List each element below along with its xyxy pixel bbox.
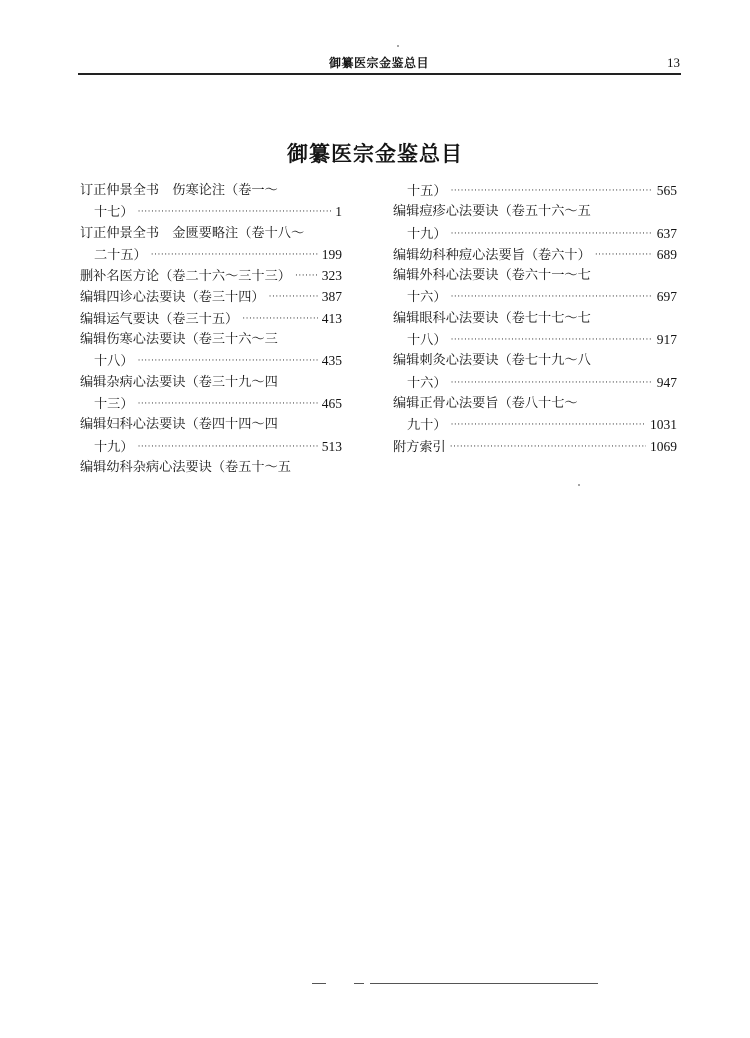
toc-page-number: 199 xyxy=(321,246,342,262)
toc-right-column xyxy=(393,180,677,457)
toc-entry-line[interactable] xyxy=(393,223,677,244)
dot-leader xyxy=(269,287,318,308)
toc-entry-line xyxy=(393,201,677,222)
footer-scan-line xyxy=(312,983,326,984)
dot-leader xyxy=(242,309,318,330)
dot-leader xyxy=(595,245,653,266)
scan-speck xyxy=(578,484,580,486)
toc-entry-line xyxy=(80,414,342,435)
toc-entry-title: 编辑妇科心法要诀（卷四十四～四 xyxy=(80,417,278,433)
toc-entry-title: 编辑伤寒心法要诀（卷三十六～三 xyxy=(80,332,278,348)
toc-entry-title: 编辑眼科心法要诀（卷七十七～七 xyxy=(393,310,591,326)
toc-entry-title: 九十） xyxy=(407,418,447,434)
toc-page-number: 465 xyxy=(321,395,342,411)
toc-entry-line[interactable] xyxy=(80,201,342,222)
dot-leader xyxy=(138,351,318,372)
toc-entry-title: 十六） xyxy=(407,290,447,306)
toc-entry-line xyxy=(80,372,342,393)
dot-leader xyxy=(451,330,653,351)
toc-entry-title: 删补名医方论（卷二十六～三十三） xyxy=(80,269,291,285)
toc-entry-title: 十九） xyxy=(407,226,447,242)
toc-entry-line[interactable] xyxy=(393,372,677,393)
toc-entry-title: 编辑运气要诀（卷三十五） xyxy=(80,311,239,327)
toc-entry-line[interactable] xyxy=(393,329,677,350)
dot-leader xyxy=(295,266,318,287)
toc-page-number: 637 xyxy=(656,225,677,241)
toc-entry-title: 十五） xyxy=(407,184,447,199)
toc-page-number: 689 xyxy=(656,246,677,262)
toc-entry-title: 订正仲景全书 伤寒论注（卷一～ xyxy=(80,183,278,198)
toc-page-number: 1 xyxy=(335,204,342,220)
toc-page-number: 387 xyxy=(321,289,342,305)
toc-entry-title: 编辑外科心法要诀（卷六十一～七 xyxy=(393,268,591,284)
toc-page-number: 1031 xyxy=(650,417,677,433)
toc-entry-line xyxy=(80,180,342,201)
toc-page-number: 697 xyxy=(656,289,677,305)
footer-scan-line xyxy=(354,983,364,984)
toc-entry-title: 二十五） xyxy=(94,247,147,263)
toc-entry-line[interactable] xyxy=(80,286,342,307)
toc-entry-line xyxy=(80,223,342,244)
dot-leader xyxy=(451,181,653,202)
toc-entry-line[interactable] xyxy=(393,414,677,435)
toc-page-number: 435 xyxy=(321,353,342,369)
running-header xyxy=(78,54,680,74)
dot-leader xyxy=(451,287,653,308)
toc-entry-title: 编辑痘疹心法要诀（卷五十六～五 xyxy=(393,204,591,220)
toc-page-number: 917 xyxy=(656,332,677,348)
toc-entry-title: 十六） xyxy=(407,375,447,391)
toc-entry-line[interactable] xyxy=(80,350,342,371)
toc-page-number: 323 xyxy=(321,268,342,284)
toc-entry-title: 编辑四诊心法要诀（卷三十四） xyxy=(80,290,265,306)
toc-entry-line xyxy=(393,265,677,286)
toc-entry-title: 十九） xyxy=(94,439,134,455)
toc-entry-line[interactable] xyxy=(393,286,677,307)
toc-entry-title: 十七） xyxy=(94,205,134,221)
toc-entry-title: 订正仲景全书 金匮要略注（卷十八～ xyxy=(80,225,305,241)
dot-leader xyxy=(451,415,646,436)
toc-entry-line[interactable] xyxy=(80,244,342,265)
toc-entry-title: 十三） xyxy=(94,396,134,412)
toc-page-number: 413 xyxy=(321,310,342,326)
toc-entry-line[interactable] xyxy=(80,393,342,414)
toc-entry-title: 十八） xyxy=(407,333,447,349)
header-rule xyxy=(78,73,681,75)
dot-leader xyxy=(151,245,318,266)
toc-left-column xyxy=(80,180,342,478)
dot-leader xyxy=(450,437,646,458)
toc-entry-title: 编辑幼科杂病心法要诀（卷五十～五 xyxy=(80,459,291,475)
toc-entry-title: 编辑正骨心法要旨（卷八十七～ xyxy=(393,395,578,411)
toc-entry-line xyxy=(393,350,677,371)
dot-leader xyxy=(451,373,653,394)
scan-speck xyxy=(397,45,399,47)
toc-entry-line[interactable] xyxy=(393,180,677,201)
toc-entry-title: 附方索引 xyxy=(393,439,446,455)
toc-page-number: 1069 xyxy=(650,438,677,454)
toc-entry-line xyxy=(393,308,677,329)
toc-entry-title: 编辑杂病心法要诀（卷三十九～四 xyxy=(80,374,278,390)
toc-page-number: 513 xyxy=(321,438,342,454)
toc-entry-line xyxy=(80,329,342,350)
running-header-title: 御纂医宗金鉴总目 xyxy=(328,56,429,70)
dot-leader xyxy=(138,202,332,223)
toc-entry-title: 编辑刺灸心法要诀（卷七十九～八 xyxy=(393,353,591,369)
toc-entry-line[interactable] xyxy=(80,265,342,286)
page-number: 13 xyxy=(667,55,680,70)
toc-entry-line[interactable] xyxy=(393,436,677,457)
toc-entry-line xyxy=(393,393,677,414)
toc-page-number: 565 xyxy=(656,183,677,198)
footer-scan-line xyxy=(370,983,598,984)
toc-entry-line[interactable] xyxy=(393,244,677,265)
toc-entry-line[interactable] xyxy=(80,308,342,329)
dot-leader xyxy=(138,394,318,415)
dot-leader xyxy=(138,437,318,458)
dot-leader xyxy=(451,224,653,245)
toc-entry-line xyxy=(80,457,342,478)
toc-entry-line[interactable] xyxy=(80,436,342,457)
toc-page-number: 947 xyxy=(656,374,677,390)
page-title: 御纂医宗金鉴总目 xyxy=(287,142,463,166)
toc-entry-title: 编辑幼科种痘心法要旨（卷六十） xyxy=(393,247,591,263)
toc-entry-title: 十八） xyxy=(94,354,134,370)
